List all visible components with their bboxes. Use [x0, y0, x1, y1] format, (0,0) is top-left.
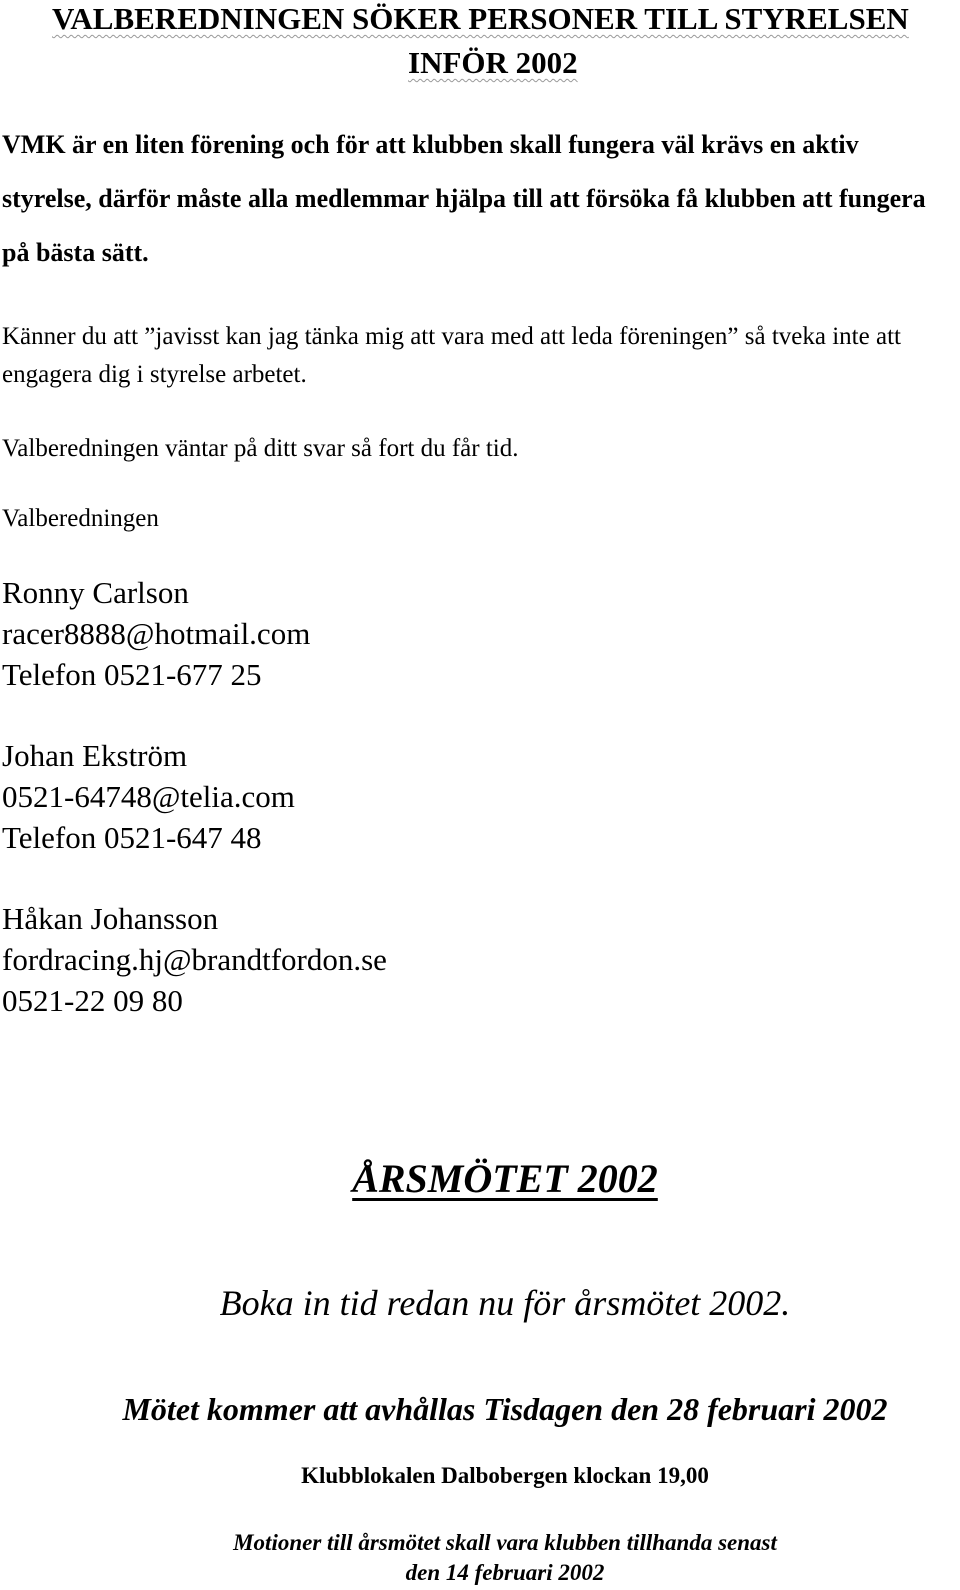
- meeting-heading-text: ÅRSMÖTET 2002: [352, 1156, 658, 1201]
- meeting-motions: [0, 1528, 960, 1588]
- page-title: VALBEREDNINGEN SÖKER PERSONER TILL STYRELSEN: [52, 1, 909, 36]
- contact-phone: Telefon 0521-677 25: [2, 657, 262, 692]
- contact-name: Ronny Carlson: [2, 575, 189, 610]
- contact-email[interactable]: 0521-64748@telia.com: [2, 779, 295, 814]
- intro-paragraph-wait: Valberedningen väntar på ditt svar så fort du får tid.: [2, 435, 519, 462]
- contact-name: Håkan Johansson: [2, 901, 219, 936]
- meeting-heading: [0, 1155, 960, 1203]
- contact-email[interactable]: fordracing.hj@brandtfordon.se: [2, 942, 387, 977]
- contact-block: [2, 735, 295, 858]
- meeting-location-line: Klubblokalen Dalbobergen klockan 19,00: [301, 1463, 709, 1488]
- page-title-line2: INFÖR 2002: [408, 45, 578, 80]
- signature: Valberedningen: [2, 505, 159, 532]
- intro-paragraph-engage: Känner du att ”javisst kan jag tänka mig att vara med att leda föreningen” så tveka inte att engagera dig i styrelse arbetet.: [2, 323, 901, 388]
- intro-bold-paragraph: VMK är en liten förening och för att klubben skall fungera väl krävs en aktiv styrelse, därför måste alla medlemmar hjälpa till att försöka få klubben att fungera på bästa sätt.: [2, 130, 926, 267]
- meeting-motions-line2: den 14 februari 2002: [405, 1560, 605, 1585]
- contact-block: [2, 572, 310, 695]
- meeting-book-line: Boka in tid redan nu för årsmötet 2002.: [219, 1283, 791, 1323]
- meeting-motions-line1: Motioner till årsmötet skall vara klubben tillhanda senast: [233, 1530, 777, 1555]
- contact-phone: 0521-22 09 80: [2, 983, 183, 1018]
- contact-name: Johan Ekström: [2, 738, 188, 773]
- contact-email[interactable]: racer8888@hotmail.com: [2, 616, 311, 651]
- contact-phone: Telefon 0521-647 48: [2, 820, 262, 855]
- meeting-date-line: Mötet kommer att avhållas Tisdagen den 28 februari 2002: [122, 1391, 888, 1427]
- contact-block: [2, 898, 387, 1021]
